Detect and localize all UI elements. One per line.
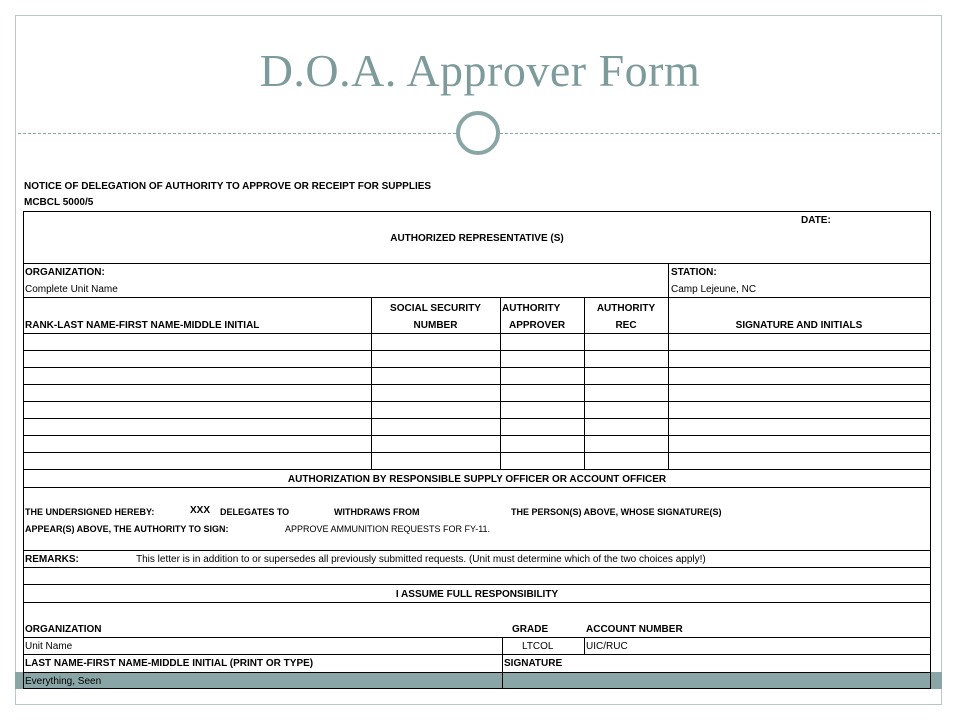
undersigned-value[interactable]: XXX bbox=[190, 505, 211, 516]
title-divider-left bbox=[18, 133, 456, 134]
signature-label: SIGNATURE bbox=[504, 658, 563, 669]
title-divider-right bbox=[500, 133, 940, 134]
date-label: DATE: bbox=[801, 215, 831, 226]
bottom-organization-label: ORGANIZATION bbox=[25, 624, 102, 635]
remarks-label: REMARKS: bbox=[25, 554, 79, 565]
remarks-field[interactable]: This letter is in addition to or supersedes all previously submitted requests. (Unit must determine which of the two choices apply!) bbox=[136, 554, 706, 565]
grade-label: GRADE bbox=[512, 624, 549, 635]
persons-above-text: THE PERSON(S) ABOVE, WHOSE SIGNATURE(S) bbox=[511, 507, 722, 517]
delegates-to-option[interactable]: DELEGATES TO bbox=[220, 507, 290, 517]
column-rec-header-line1: AUTHORITY bbox=[596, 303, 656, 314]
notice-heading: NOTICE OF DELEGATION OF AUTHORITY TO APPROVE OR RECEIPT FOR SUPPLIES bbox=[24, 181, 432, 192]
column-name-header: RANK-LAST NAME-FIRST NAME-MIDDLE INITIAL bbox=[25, 320, 260, 331]
column-ssn-header-line1: SOCIAL SECURITY bbox=[390, 303, 481, 314]
station-field[interactable]: Camp Lejeune, NC bbox=[671, 284, 757, 295]
column-approver-header-line2: APPROVER bbox=[509, 320, 566, 331]
column-ssn-header-line2: NUMBER bbox=[413, 320, 458, 331]
grade-field[interactable]: LTCOL bbox=[522, 641, 554, 652]
organization-label: ORGANIZATION: bbox=[25, 267, 105, 278]
authority-to-sign-field[interactable]: APPROVE AMMUNITION REQUESTS FOR FY-11. bbox=[285, 524, 491, 534]
responsibility-heading: I ASSUME FULL RESPONSIBILITY bbox=[395, 589, 559, 600]
undersigned-label: THE UNDERSIGNED HEREBY: bbox=[25, 507, 155, 517]
station-label: STATION: bbox=[671, 267, 717, 278]
form-reference: MCBCL 5000/5 bbox=[24, 197, 94, 208]
authorized-representative-heading: AUTHORIZED REPRESENTATIVE (S) bbox=[390, 233, 564, 244]
slide-title: D.O.A. Approver Form bbox=[259, 45, 701, 96]
column-approver-header-line1: AUTHORITY bbox=[502, 303, 561, 314]
account-number-label: ACCOUNT NUMBER bbox=[586, 624, 683, 635]
doa-form-table bbox=[23, 211, 931, 689]
authorization-heading: AUTHORIZATION BY RESPONSIBLE SUPPLY OFFICER OR ACCOUNT OFFICER bbox=[287, 474, 667, 485]
column-rec-header-line2: REC bbox=[615, 320, 637, 331]
print-name-field[interactable]: Everything, Seen bbox=[25, 676, 102, 687]
print-name-label: LAST NAME-FIRST NAME-MIDDLE INITIAL (PRINT OR TYPE) bbox=[25, 658, 314, 669]
bottom-organization-field[interactable]: Unit Name bbox=[25, 641, 73, 652]
organization-field[interactable]: Complete Unit Name bbox=[25, 284, 118, 295]
appears-label: APPEAR(S) ABOVE, THE AUTHORITY TO SIGN: bbox=[25, 524, 229, 534]
account-number-field[interactable]: UIC/RUC bbox=[586, 641, 628, 652]
withdraws-from-option[interactable]: WITHDRAWS FROM bbox=[334, 507, 420, 517]
column-signature-header: SIGNATURE AND INITIALS bbox=[735, 320, 863, 331]
circle-ornament-icon bbox=[456, 111, 500, 155]
